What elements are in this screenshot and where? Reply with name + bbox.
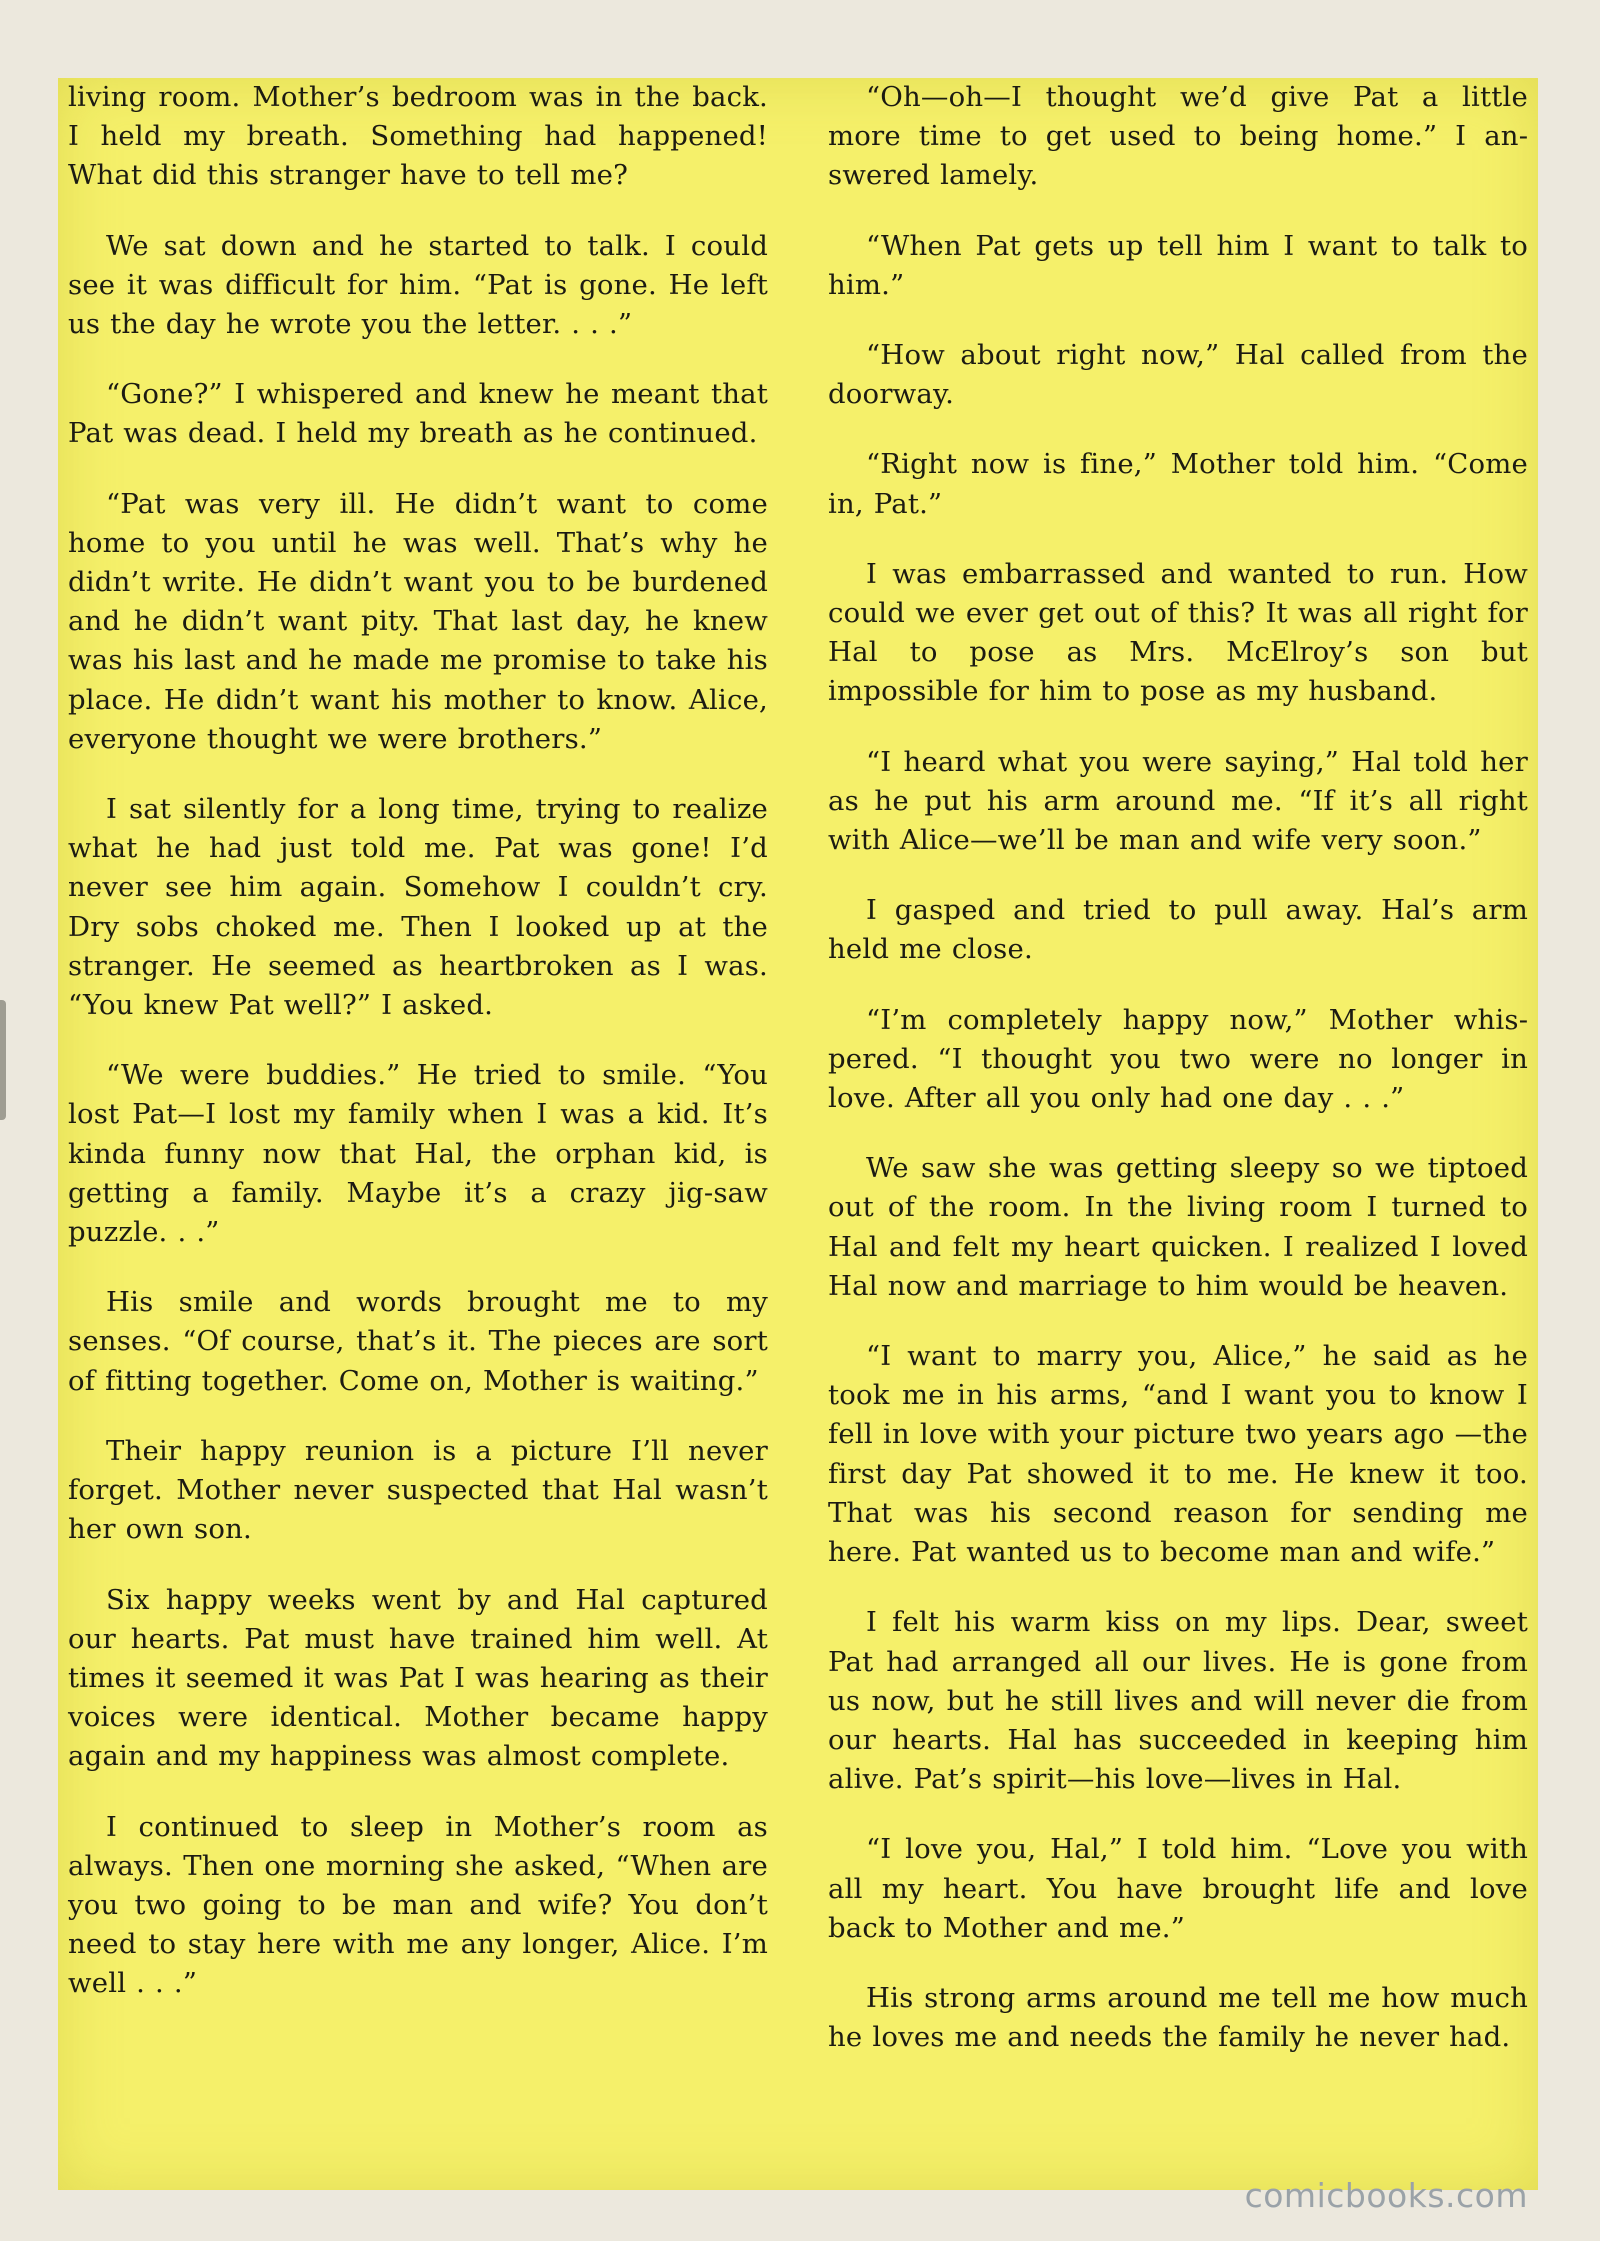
paragraph: “I’m completely happy now,” Mother whispered. “I thought you two were no longer in love. After all you only had one day . . .” (828, 1003, 1528, 1115)
paragraph: I sat silently for a long time, trying to realize what he had just told me. Pat was gone! I’d never see him again. Somehow I couldn’t cry. Dry sobs choked me. Then I looked up at the stranger. He seemed as heartbroken as I was. “You knew Pat well?” I asked. (68, 793, 768, 1022)
paragraph: I was embarrassed and wanted to run. How could we ever get out of this? It was all right for Hal to pose as Mrs. McElroy’s son but impossible for him to pose as my husband. (828, 557, 1528, 708)
paragraph: “We were buddies.” He tried to smile. “You lost Pat—I lost my family when I was a kid. It’s kinda funny now that Hal, the orphan kid, is getting a family. Maybe it’s a crazy jig-saw puzzle. . .” (68, 1059, 768, 1249)
paragraph: Six happy weeks went by and Hal captured our hearts. Pat must have trained him well. At times it seemed it was Pat I was hearing as their voices were identical. Mother became happy again and my happiness was almost complete. (68, 1583, 768, 1773)
paragraph: “Right now is fine,” Mother told him. “Come in, Pat.” (828, 448, 1528, 520)
paragraph: “Pat was very ill. He didn’t want to come home to you until he was well. That’s why he didn’t write. He didn’t want you to be burdened and he didn’t want pity. That last day, he knew was his last and he made me promise to take his place. He didn’t want his mother to know. Alice, everyone thought we were brothers.” (68, 487, 768, 755)
paragraph: living room. Mother’s bedroom was in the back. I held my breath. Something had happened! What did this stranger have to tell me? (68, 81, 768, 192)
right-column (828, 78, 1528, 2088)
paragraph: “Gone?” I whispered and knew he meant that Pat was dead. I held my breath as he continued. (68, 378, 768, 450)
watermark-text: comicbooks.com (1244, 2176, 1528, 2215)
paragraph: “How about right now,” Hal called from the doorway. (828, 339, 1528, 411)
paragraph: “I heard what you were saying,” Hal told her as he put his arm around me. “If it’s all right with Alice—we’ll be man and wife very soon.” (828, 745, 1528, 857)
paragraph: “When Pat gets up tell him I want to talk to him.” (828, 229, 1528, 301)
paragraph: “Oh—oh—I thought we’d give Pat a little more time to get used to being home.” I answered lamely. (828, 81, 1528, 192)
page-edge-shadow (0, 1000, 6, 1120)
left-column (68, 78, 768, 2035)
paragraph: I felt his warm kiss on my lips. Dear, sweet Pat had arranged all our lives. He is gone from us now, but he still lives and will never die from our hearts. Hal has succeeded in keeping him alive. Pat’s spirit—his love—lives in Hal. (828, 1606, 1528, 1796)
paragraph: I continued to sleep in Mother’s room as always. Then one morning she asked, “When are you two going to be man and wife? You don’t need to stay here with me any longer, Alice. I’m well . . .” (68, 1810, 768, 2000)
story-page (58, 78, 1538, 2190)
paragraph: His smile and words brought me to my senses. “Of course, that’s it. The pieces are sort of fitting together. Come on, Mother is waiting.” (68, 1286, 768, 1397)
paragraph: We saw she was getting sleepy so we tiptoed out of the room. In the living room I turned to Hal and felt my heart quicken. I realized I loved Hal now and marriage to him would be heaven. (828, 1152, 1528, 1302)
paragraph: “I love you, Hal,” I told him. “Love you with all my heart. You have brought life and love back to Mother and me.” (828, 1833, 1528, 1944)
paragraph: Their happy reunion is a picture I’ll never forget. Mother never suspected that Hal wasn’t her own son. (68, 1434, 768, 1546)
paragraph: “I want to marry you, Alice,” he said as he took me in his arms, “and I want you to know I fell in love with your picture two years ago —the first day Pat showed it to me. He knew it too. That was his second reason for sending me here. Pat wanted us to become man and wife.” (828, 1340, 1528, 1569)
paragraph: I gasped and tried to pull away. Hal’s arm held me close. (828, 894, 1528, 966)
paragraph: We sat down and he started to talk. I could see it was difficult for him. “Pat is gone. He left us the day he wrote you the letter. . . .” (68, 229, 768, 341)
paragraph: His strong arms around me tell me how much he loves me and needs the family he never had. (828, 1981, 1528, 2054)
